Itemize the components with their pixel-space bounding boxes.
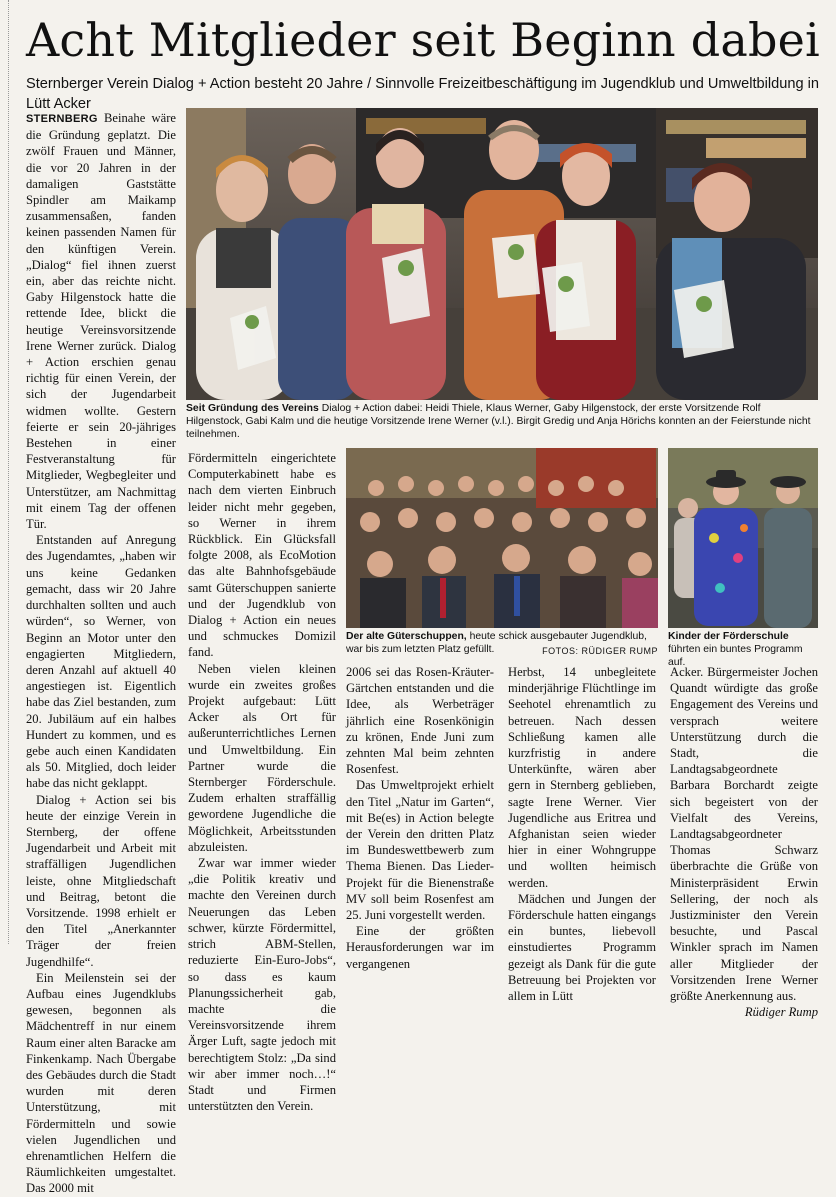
group-photo-illustration (186, 108, 818, 400)
article-paragraph: Neben vielen kleinen wurde ein zweites großes Projekt aufgebaut: Lütt Acker als Ort für außerunterrichtliches Lernen und Umweltbildung. Ein Partner wurde die Sternberger Förderschule. Zudem erhalten straffällig gewordene Jugendliche die Möglichkeit, Arbeitsstunden abzuleisten. (188, 661, 336, 854)
article-paragraph: 2006 sei das Rosen-Kräuter-Gärtchen entstanden und die Idee, als Werbeträger jährlich eine Rosenkönigin zu krönen, Ende Juni zum zehnten Mal beim zehnten Rosenfest. (346, 665, 494, 777)
article-column-1 (26, 110, 176, 1196)
subheadline: Sternberger Verein Dialog + Action besteht 20 Jahre / Sinnvolle Freizeitbeschäftigung im Jugendklub und Umweltbildung in Lütt Acker (26, 76, 819, 112)
caption-bold: Der alte Güterschuppen, (346, 631, 467, 642)
kids-photo (668, 448, 818, 628)
article-paragraph: Fördermitteln eingerichtete Computerkabinett habe es nach dem vierten Einbruch leider nicht mehr gegeben, so Werner in ihrem Rückblick. Ein Glücksfall folgte 2008, als EcoMotion das alte Bahnhofsgebäude samt Güterschuppen sanierte und der Jugendklub von Dialog + Action ein neues und schmuckes Domizil fand. (188, 451, 336, 660)
article-paragraph: Eine der größten Herausforderungen war im vergangenen (346, 924, 494, 971)
article-paragraph: Das Umweltprojekt erhielt den Titel „Natur im Garten“, mit Be(es) in Action belegte der Verein den dritten Platz im Bundeswettbewerb zum Thema Bienen. Das Lieder-Projekt für die Bienenstraße MV soll beim Rosenfest am 25. Juni vorgestellt werden. (346, 778, 494, 923)
dateline: STERNBERG (26, 113, 98, 125)
article-paragraph: Dialog + Action sei bis heute der einzige Verein in Sternberg, der offene Jugendarbeit und Arbeit mit straffälligen Jugendlichen leiste, ohne Mitgliedschaft und Beitrag, betont die Vorsitzende. 1998 erhielt er den Titel „Anerkannter Träger der freien Jugendhilfe“. (26, 792, 176, 969)
article-paragraph: Ein Meilenstein sei der Aufbau eines Jugendklubs gewesen, begonnen als Mädchentreff in nur einem Raum einer alten Baracke am Finkenkamp. Nach Übergabe des Gebäudes durch die Stadt wurden mit deren Unterstützung, mit Fördermitteln und sowie vielen Jugendlichen und ehrenamtlichen Helfern die Räumlichkeiten umgestaltet. Das 2000 mit (26, 970, 176, 1196)
article-column-5 (670, 664, 818, 1020)
article-paragraph: Entstanden auf Anregung des Jugendamtes, „haben wir uns keine Gedanken gemacht, dass wir 20 Jahre durchhalten sollten und auch würden“, so Werner, von Beginn an Motor unter den engagierten Mitgliedern, deren Anzahl auf aktuell 40 angestiegen ist. Eigentlich habe das Ziel bestanden, zum 20. Jubiläum auf ein halbes Hundert zu kommen, und es gebe auch einen Kandidaten als 50. Mitglied, doch leider habe das nicht geklappt. (26, 533, 176, 791)
main-photo-caption (186, 402, 818, 440)
article-paragraph (26, 110, 176, 532)
caption-text: Dialog + Action dabei: Heidi Thiele, Klaus Werner, Gaby Hilgenstock, der erste Vorsitzende Rolf Hilgenstock, Gabi Kalm und die heutige Vorsitzende Irene Werner (v.l.). Birgit Gredig und Anja Hörichs konnten an der Feierstunde nicht teilnehmen. (186, 403, 811, 440)
audience-photo-caption (346, 630, 658, 658)
kids-photo-caption (668, 630, 820, 668)
group-photo (186, 108, 818, 400)
audience-photo-illustration (346, 448, 658, 628)
kids-photo-illustration (668, 448, 818, 628)
paragraph-text: Acker. Bürgermeister Jochen Quandt würdigte das große Engagement des Vereins und versprach weitere Unterstützung durch die Stadt, die Landtagsabgeordnete Barbara Borchardt zeigte sich begeistert von der Vielfalt des Vereins, Landtagsabgeordneter Thomas Schwarz überbrachte die Grüße von Ministerpräsident Erwin Sellering, der noch als Justizminister den Verein besuchte, und Pascal Winkler sprach im Namen aller Mitglieder der Vorsitzenden Irene Werner größte Anerkennung aus. (670, 665, 818, 1004)
caption-text: führten ein buntes Programm auf. (668, 644, 803, 668)
article-column-4 (508, 664, 656, 1004)
article-paragraph: Herbst, 14 unbegleitete minderjährige Flüchtlinge im Seehotel ehrenamtlich zu betreuen. Nach dessen Schließung kamen alle kurzfristig in andere Unterkünfte, wären aber gern in Sternberg geblieben, sagte Irene Werner. Vier Jugendliche aus Eritrea und Afghanistan seien wieder hier in einer Wohngruppe und wollten heimisch werden. (508, 665, 656, 890)
article-paragraph: Zwar war immer wieder „die Politik kreativ und machte den Vereinen durch Neuerungen das Leben schwer, kürzte Fördermittel, strich ABM-Stellen, reduzierte Ein-Euro-Jobs“, so dass es kaum Planungssicherheit gab, machte die Vereinsvorsitzende ihrem Ärger Luft, sagte jedoch mit berechtigtem Stolz: „Da sind wir aber immer noch…!“ Stadt und Firmen unterstützten den Verein. (188, 856, 336, 1114)
paragraph-text: Beinahe wäre die Gründung geplatzt. Die zwölf Frauen und Männer, die vor 20 Jahren in der damaligen Gaststätte Spindler am Maikamp zusammensaßen, fanden keinen passenden Namen für den künftigen Verein. „Dialog“ fiel ihnen zuerst ein, aber das reichte nicht. Gaby Hilgenstock hatte die rettende Idee, blickt die heutige Vereinsvorsitzende Irene Werner zurück. Dialog + Action erschien genau richtig für einen Verein, der sich der Jugendarbeit widmen wollte. Gestern feierte er sein 20-jähriges Bestehen in einer Festveranstaltung für Mitglieder, Wegbegleiter und Unterstützer, am Nachmittag mit einem Tag der offenen Tür. (26, 111, 176, 532)
caption-text: heute schick ausgebauter Jugendklub, war bis zum letzten Platz gefüllt. (346, 631, 647, 655)
caption-bold: Seit Gründung des Vereins (186, 403, 319, 414)
audience-photo (346, 448, 658, 628)
caption-bold: Kinder der Förderschule (668, 631, 789, 642)
article-paragraph (670, 664, 818, 1020)
page-edge-dotted-line (8, 0, 9, 944)
author-byline: Rüdiger Rump (744, 1005, 818, 1020)
photo-credit: FOTOS: RÜDIGER RUMP (542, 646, 658, 656)
article-paragraph: Mädchen und Jungen der Förderschule hatten eingangs ein buntes, liebevoll einstudiertes Programm gezeigt als Dank für die gute Betreuung bei Projekten vor allem in Lütt (508, 891, 656, 1004)
article-column-3 (346, 664, 494, 971)
headline: Acht Mitglieder seit Beginn dabei (26, 13, 820, 67)
article-column-2 (188, 450, 336, 1114)
